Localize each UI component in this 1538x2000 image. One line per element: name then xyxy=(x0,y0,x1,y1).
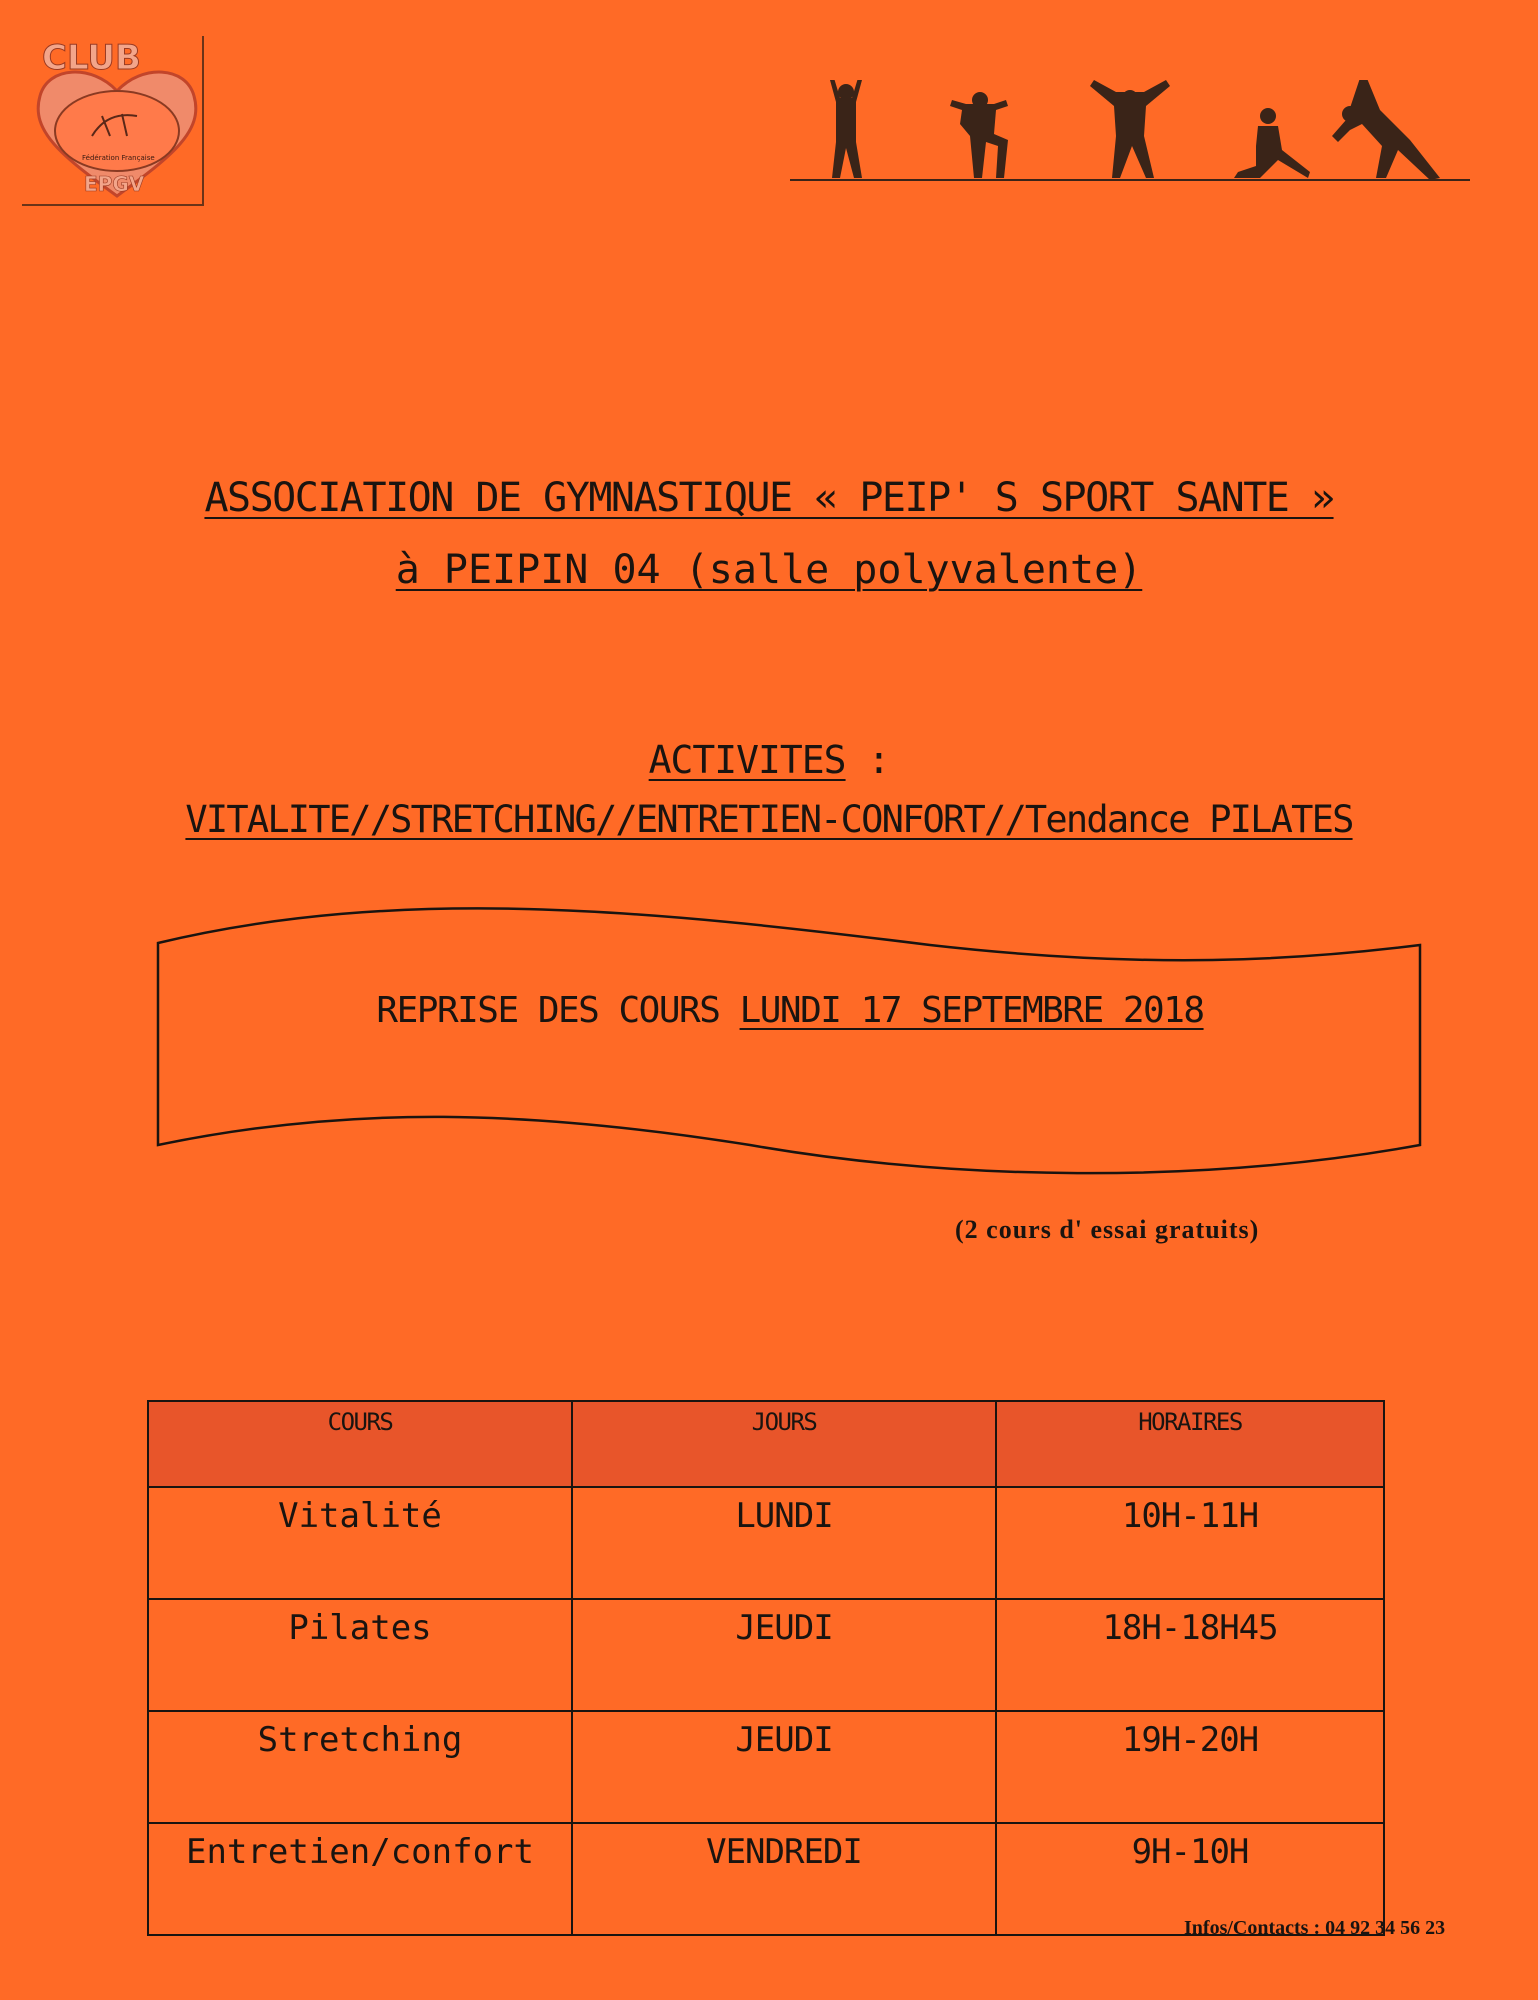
cell-time: 10H-11H xyxy=(996,1487,1384,1599)
cell-course: Stretching xyxy=(148,1711,572,1823)
table-row xyxy=(148,1599,1384,1711)
column-header-horaires: HORAIRES xyxy=(996,1401,1384,1487)
table-row xyxy=(148,1487,1384,1599)
cell-day: JEUDI xyxy=(572,1711,996,1823)
logo-small-text: Fédération Française xyxy=(82,154,155,162)
free-trial-note: (2 cours d' essai gratuits) xyxy=(955,1215,1260,1244)
cell-day: JEUDI xyxy=(572,1599,996,1711)
figure-3-icon xyxy=(1090,80,1170,178)
cell-time: 18H-18H45 xyxy=(996,1599,1384,1711)
cell-day: LUNDI xyxy=(572,1487,996,1599)
figure-5-icon xyxy=(1332,80,1440,180)
figure-4-icon xyxy=(1234,108,1310,178)
banner-text xyxy=(150,990,1430,1031)
club-logo xyxy=(22,36,204,206)
cell-time: 9H-10H xyxy=(996,1823,1384,1935)
banner-date: LUNDI 17 SEPTEMBRE 2018 xyxy=(739,990,1204,1031)
title-line-2: à PEIPIN 04 (salle polyvalente) xyxy=(395,547,1143,593)
banner-prefix: REPRISE DES COURS xyxy=(376,990,740,1031)
gym-silhouettes-image xyxy=(790,80,1470,220)
activities-list-text: VITALITE//STRETCHING//ENTRETIEN-CONFORT//Tendance PILATES xyxy=(185,798,1353,841)
title-line-1: ASSOCIATION DE GYMNASTIQUE « PEIP' S SPORT SANTE » xyxy=(204,475,1334,521)
activities-heading xyxy=(0,738,1538,782)
activities-title: ACTIVITES xyxy=(648,738,846,782)
page-title xyxy=(0,475,1538,521)
cell-time: 19H-20H xyxy=(996,1711,1384,1823)
figure-2-icon xyxy=(950,92,1008,178)
column-header-cours: COURS xyxy=(148,1401,572,1487)
activities-list xyxy=(0,798,1538,841)
wavy-banner xyxy=(150,905,1430,1185)
schedule-table xyxy=(147,1400,1385,1936)
contact-info: Infos/Contacts : 04 92 34 56 23 xyxy=(1184,1917,1446,1939)
figure-1-icon xyxy=(830,80,862,178)
cell-day: VENDREDI xyxy=(572,1823,996,1935)
column-header-jours: JOURS xyxy=(572,1401,996,1487)
cell-course: Vitalité xyxy=(148,1487,572,1599)
cell-course: Pilates xyxy=(148,1599,572,1711)
page-subtitle xyxy=(0,547,1538,593)
cell-course: Entretien/confort xyxy=(148,1823,572,1935)
logo-top-text: CLUB xyxy=(42,38,141,78)
activities-colon: : xyxy=(845,738,890,782)
table-row xyxy=(148,1711,1384,1823)
table-header-row xyxy=(148,1401,1384,1487)
logo-bottom-text: EPGV xyxy=(84,172,145,196)
